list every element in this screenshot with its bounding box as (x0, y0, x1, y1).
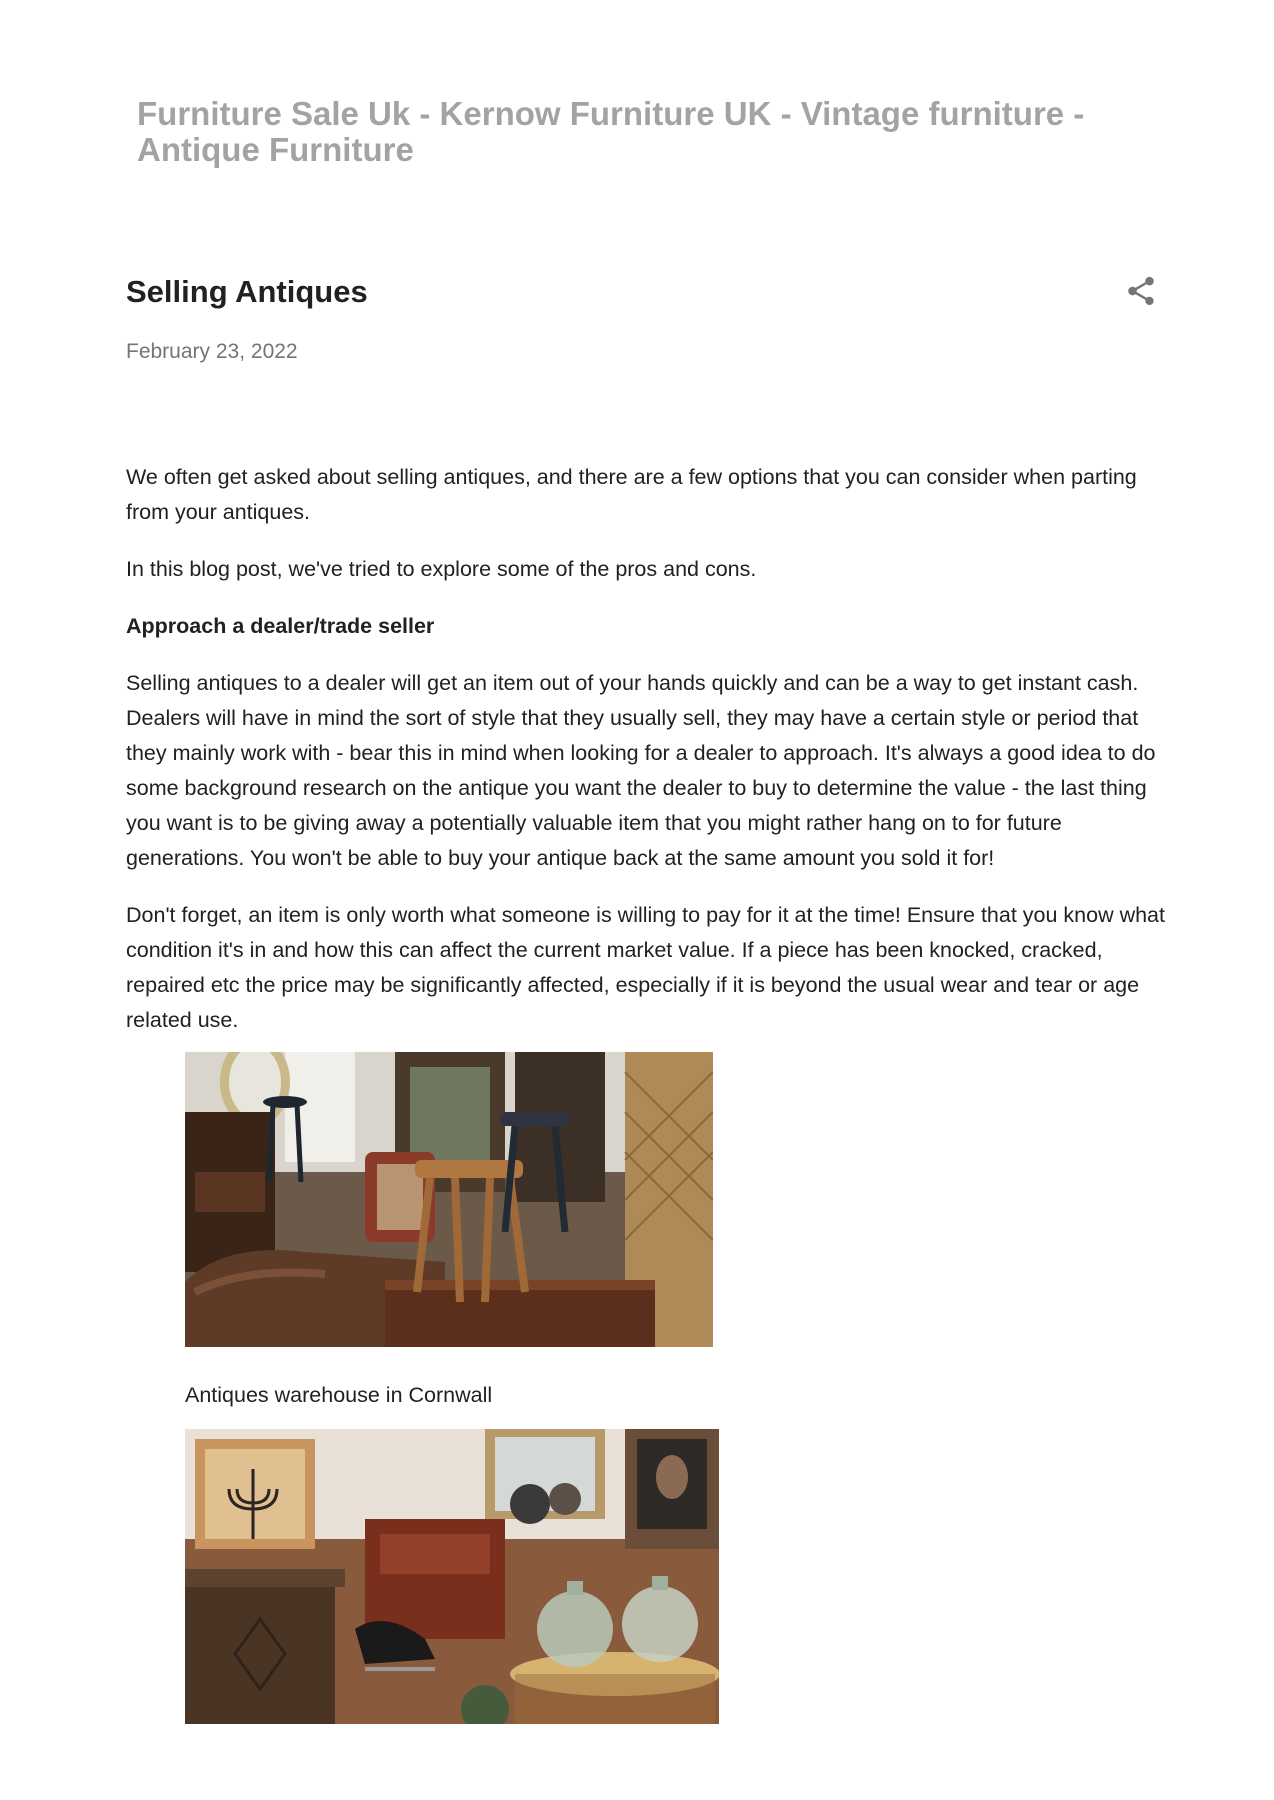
blog-title[interactable]: Furniture Sale Uk - Kernow Furniture UK - Vintage furniture - Antique Furniture (137, 95, 1085, 168)
share-icon (1124, 274, 1158, 308)
paragraph-intro: We often get asked about selling antiques, and there are a few options that you can consider when parting from your antiques. (126, 465, 1137, 524)
warehouse-photo[interactable] (185, 1052, 713, 1347)
paragraph-condition: Don't forget, an item is only worth what someone is willing to pay for it at the time! Ensure that you know what condition it's in and how this can affect the current market value. If a piece has been knocked, cracked, repaired etc the price may be significantly affected, especially if it is beyond the usual wear and tear or age related use. (126, 903, 1165, 1032)
post-date: February 23, 2022 (126, 340, 298, 363)
figure-showroom (185, 1429, 1166, 1724)
figure-caption: Antiques warehouse in Cornwall (185, 1383, 493, 1407)
showroom-photo[interactable] (185, 1429, 719, 1724)
share-button[interactable] (1124, 274, 1158, 308)
figure-warehouse (185, 1052, 1166, 1409)
post-title: Selling Antiques (126, 274, 368, 309)
paragraph-dealer: Selling antiques to a dealer will get an item out of your hands quickly and can be a way to get instant cash. Dealers will have in mind the sort of style that they usually sell, they may have a certain style or period that they mainly work with - bear this in mind when looking for a dealer to approach. It's always a good idea to do some background research on the antique you want the dealer to buy to determine the value - the last thing you want is to be giving away a potentially valuable item that you might rather hang on to for future generations. You won't be able to buy your antique back at the same amount you sold it for! (126, 671, 1156, 870)
paragraph-pros-cons: In this blog post, we've tried to explore some of the pros and cons. (126, 557, 757, 581)
subheading-dealer: Approach a dealer/trade seller (126, 614, 435, 638)
post-body (126, 460, 1166, 1724)
